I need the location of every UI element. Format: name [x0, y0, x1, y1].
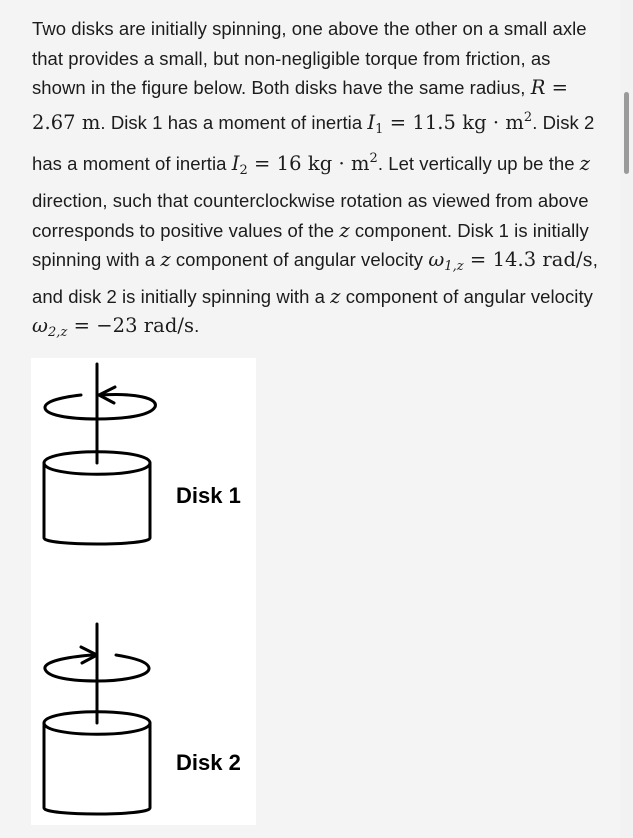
scrollbar-thumb[interactable]	[624, 92, 629, 174]
w1-value: 14.3 rad/s	[492, 248, 593, 272]
z-symbol: z	[339, 218, 350, 242]
z-symbol: z	[579, 152, 591, 176]
disk2-diagram	[44, 624, 150, 814]
direction-sentence-cont: direction, such that counterclockwise rotation as viewed from above corresponds to positive values of the	[32, 189, 589, 241]
w2-equation: $\omega_{2,z} = -23$ rad/s	[32, 314, 195, 341]
I1-equation: $I_1 = 11.5$ kg · $m^2$	[367, 109, 533, 137]
problem-statement: Two disks are initially spinning, one above the other on a small axle that provides a small, but non-negligible torque from friction, as shown in the figure below. Both disks have the same radius, R = 2.67 m. Disk 1 has a moment of inertia $I_1 = 11.5$ kg · $m^2$. Disk 2 has a moment of inertia $I_2 = 16$ kg · $m^2$. Let vertically up be the z direction, such that counterclockwise rotation as viewed from above corresponds to positive values of the z component. Disk 1 is initially spinning with a z component of angular velocity $\omega_{1,z} = 14.3$ rad/s, and disk 2 is initially spinning with a z component of angular velocity $\omega_{2,z} = -23$ rad/s.	[32, 18, 598, 341]
w2-subscript: 2,z	[47, 325, 68, 341]
I2-exponent: 2	[369, 151, 378, 167]
z-symbol: z	[160, 248, 171, 272]
I1-subscript: 1	[375, 121, 384, 137]
radius-symbol: R	[530, 76, 546, 100]
disk2-label: Disk 2	[176, 750, 241, 775]
disk1-velocity-sentence-cont: component of angular velocity	[175, 249, 424, 271]
intro-sentence: Two disks are initially spinning, one above the other on a small axle that provides a small, but non-negligible torque from friction, as shown in the figure below.	[32, 18, 587, 99]
disk1-rotation-arrow	[45, 395, 155, 419]
radius-equation: R = 2.67 m	[32, 76, 569, 134]
disks-diagram	[31, 358, 256, 825]
disk2-inertia-sentence: Disk 2 has a moment of inertia	[32, 111, 595, 175]
w1-symbol: ω	[428, 248, 445, 272]
w1-subscript: 1,z	[444, 259, 464, 275]
I1-exponent: 2	[523, 109, 533, 125]
w1-equation: $\omega_{1,z} = 14.3$ rad/s	[428, 248, 593, 275]
I1-symbol: I	[367, 110, 376, 134]
disk1-inertia-sentence: Disk 1 has a moment of inertia	[110, 111, 363, 133]
radius-sentence: Both disks have the same radius,	[251, 77, 526, 99]
I2-symbol: I	[231, 152, 240, 176]
I2-equation: $I_2 = 16$ kg · $m^2$	[231, 151, 378, 179]
disk1-diagram	[44, 364, 155, 544]
disk1-label: Disk 1	[176, 483, 241, 508]
disk2-body	[44, 723, 150, 814]
w2-symbol: ω	[32, 314, 48, 338]
direction-sentence: Let vertically up be the	[388, 153, 575, 175]
I1-value: 11.5 kg · m	[412, 110, 524, 134]
I2-subscript: 2	[239, 163, 248, 179]
w2-value: −23 rad/s	[96, 314, 195, 338]
radius-value: 2.67 m	[32, 110, 101, 134]
disk2-velocity-sentence: , and disk 2 is initially spinning with a	[32, 249, 598, 307]
direction-sentence-end: component.	[354, 219, 453, 241]
vertical-scrollbar[interactable]	[620, 0, 633, 838]
z-symbol: z	[330, 284, 341, 308]
disks-figure	[31, 358, 256, 825]
disk1-velocity-sentence: Disk 1 is initially spinning with a	[32, 219, 589, 271]
I2-value: 16 kg · m	[276, 152, 370, 176]
disk2-velocity-sentence-cont: component of angular velocity	[345, 285, 593, 307]
